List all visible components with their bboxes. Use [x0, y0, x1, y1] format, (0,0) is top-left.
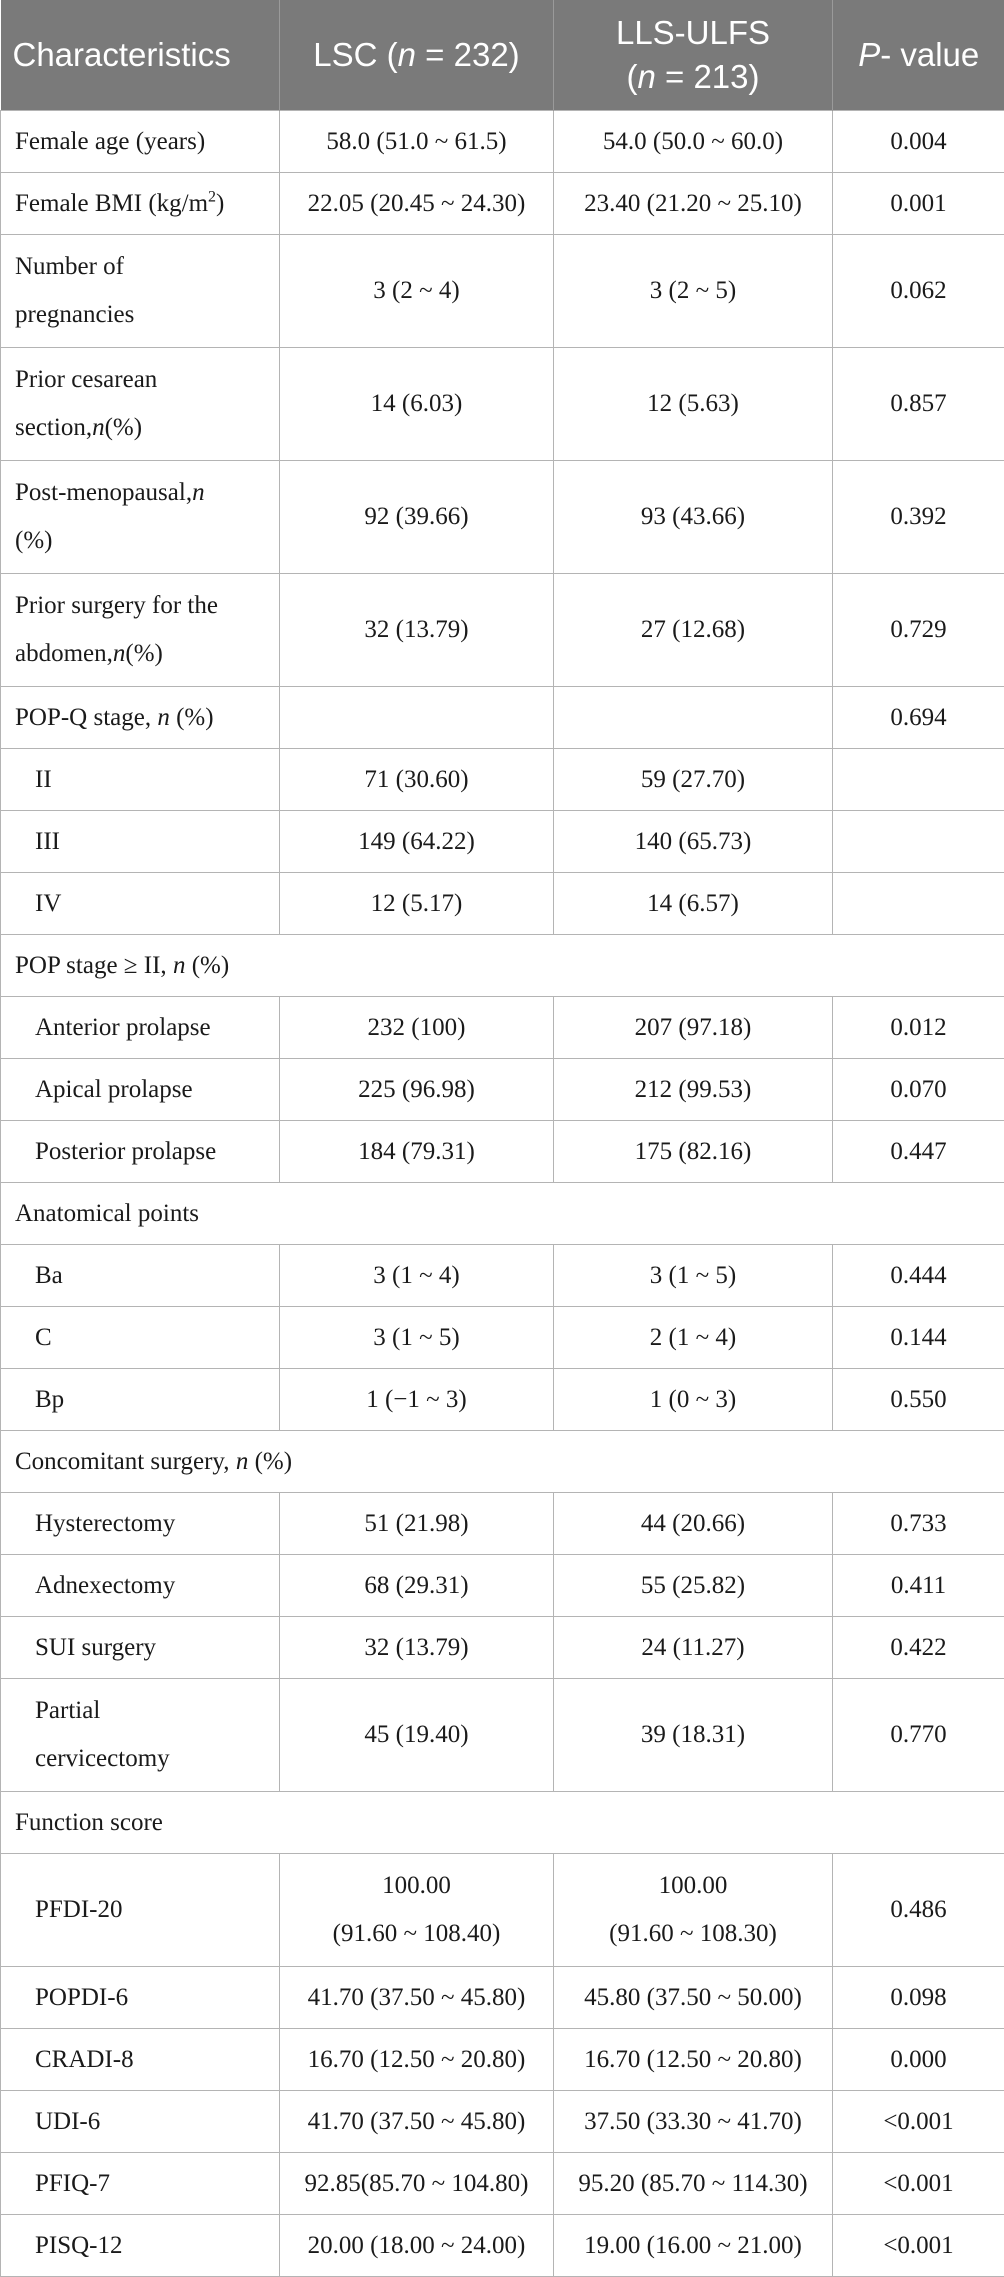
header-p-value: P- value — [833, 0, 1004, 111]
lsc-value: 20.00 (18.00 ~ 24.00) — [280, 2215, 554, 2277]
row-label: IV — [1, 873, 280, 935]
row-label: Female BMI $(kg/m^2)$ — [1, 173, 280, 235]
lsc-value: 41.70 (37.50 ~ 45.80) — [280, 2091, 554, 2153]
p-value: 0.392 — [833, 461, 1004, 574]
section-label: Anatomical points — [1, 1183, 1004, 1245]
table-row — [1, 749, 1004, 811]
table-row — [1, 811, 1004, 873]
header-row — [1, 0, 1004, 111]
llsulfs-value: 59 (27.70) — [554, 749, 833, 811]
table-row — [1, 873, 1004, 935]
row-label: Number of pregnancies — [1, 235, 280, 348]
llsulfs-value: 24 (11.27) — [554, 1617, 833, 1679]
lsc-value: 92.85(85.70 ~ 104.80) — [280, 2153, 554, 2215]
table-row — [1, 1555, 1004, 1617]
p-value: <0.001 — [833, 2153, 1004, 2215]
lsc-value: 184 (79.31) — [280, 1121, 554, 1183]
header-lsc: LSC (n = 232) — [280, 0, 554, 111]
llsulfs-value: 16.70 (12.50 ~ 20.80) — [554, 2029, 833, 2091]
llsulfs-value: 14 (6.57) — [554, 873, 833, 935]
row-label: Anterior prolapse — [1, 997, 280, 1059]
row-label: II — [1, 749, 280, 811]
lsc-value: 51 (21.98) — [280, 1493, 554, 1555]
table-row — [1, 2215, 1004, 2277]
p-value: 0.098 — [833, 1967, 1004, 2029]
row-label: Bp — [1, 1369, 280, 1431]
lsc-value: 68 (29.31) — [280, 1555, 554, 1617]
p-value: 0.411 — [833, 1555, 1004, 1617]
p-value: 0.070 — [833, 1059, 1004, 1121]
llsulfs-value: 54.0 (50.0 ~ 60.0) — [554, 111, 833, 173]
llsulfs-value: 3 (2 ~ 5) — [554, 235, 833, 348]
p-value: 0.144 — [833, 1307, 1004, 1369]
table-row — [1, 1245, 1004, 1307]
table-row — [1, 1679, 1004, 1792]
row-label: Prior cesarean section,n(%) — [1, 348, 280, 461]
table-row — [1, 1121, 1004, 1183]
row-label: C — [1, 1307, 280, 1369]
lsc-value: 232 (100) — [280, 997, 554, 1059]
section-row — [1, 1431, 1004, 1493]
p-value: 0.694 — [833, 687, 1004, 749]
row-label: SUI surgery — [1, 1617, 280, 1679]
llsulfs-value: 55 (25.82) — [554, 1555, 833, 1617]
llsulfs-value: 140 (65.73) — [554, 811, 833, 873]
p-value: 0.486 — [833, 1854, 1004, 1967]
row-label: Post-menopausal,n (%) — [1, 461, 280, 574]
p-value: 0.012 — [833, 997, 1004, 1059]
lsc-value: 14 (6.03) — [280, 348, 554, 461]
row-label: POP-Q stage, n (%) — [1, 687, 280, 749]
row-label: Female age (years) — [1, 111, 280, 173]
p-value: 0.550 — [833, 1369, 1004, 1431]
row-label: Posterior prolapse — [1, 1121, 280, 1183]
row-label: PFIQ-7 — [1, 2153, 280, 2215]
llsulfs-value: 19.00 (16.00 ~ 21.00) — [554, 2215, 833, 2277]
p-value: 0.000 — [833, 2029, 1004, 2091]
header-characteristics: Characteristics — [1, 0, 280, 111]
section-row — [1, 1183, 1004, 1245]
llsulfs-value: 93 (43.66) — [554, 461, 833, 574]
p-value: 0.062 — [833, 235, 1004, 348]
section-row — [1, 1792, 1004, 1854]
llsulfs-value: 23.40 (21.20 ~ 25.10) — [554, 173, 833, 235]
row-label: Ba — [1, 1245, 280, 1307]
table-row — [1, 1307, 1004, 1369]
table-row — [1, 1369, 1004, 1431]
row-label: Adnexectomy — [1, 1555, 280, 1617]
row-label: Prior surgery for the abdomen,n(%) — [1, 574, 280, 687]
table-row — [1, 1617, 1004, 1679]
table-row — [1, 1967, 1004, 2029]
row-label: III — [1, 811, 280, 873]
table-row — [1, 1493, 1004, 1555]
lsc-value — [280, 687, 554, 749]
lsc-value: 58.0 (51.0 ~ 61.5) — [280, 111, 554, 173]
lsc-value: 16.70 (12.50 ~ 20.80) — [280, 2029, 554, 2091]
lsc-value: 149 (64.22) — [280, 811, 554, 873]
table-row — [1, 1059, 1004, 1121]
p-value — [833, 873, 1004, 935]
table-row — [1, 574, 1004, 687]
table-row — [1, 997, 1004, 1059]
row-label: Partial cervicectomy — [1, 1679, 280, 1792]
llsulfs-value: 2 (1 ~ 4) — [554, 1307, 833, 1369]
section-label: POP stage ≥ II, n (%) — [1, 935, 1004, 997]
p-value: 0.444 — [833, 1245, 1004, 1307]
header-llsulfs: LLS-ULFS (n = 213) — [554, 0, 833, 111]
llsulfs-value: 212 (99.53) — [554, 1059, 833, 1121]
lsc-value: 3 (2 ~ 4) — [280, 235, 554, 348]
row-label: PISQ-12 — [1, 2215, 280, 2277]
row-label: PFDI-20 — [1, 1854, 280, 1967]
lsc-value: 12 (5.17) — [280, 873, 554, 935]
llsulfs-value: 27 (12.68) — [554, 574, 833, 687]
lsc-value: 92 (39.66) — [280, 461, 554, 574]
lsc-value: 71 (30.60) — [280, 749, 554, 811]
table-row — [1, 2153, 1004, 2215]
p-value: 0.422 — [833, 1617, 1004, 1679]
table-row — [1, 687, 1004, 749]
lsc-value: 41.70 (37.50 ~ 45.80) — [280, 1967, 554, 2029]
llsulfs-value: 39 (18.31) — [554, 1679, 833, 1792]
lsc-value: 100.00 (91.60 ~ 108.40) — [280, 1854, 554, 1967]
row-label: Apical prolapse — [1, 1059, 280, 1121]
section-label: Function score — [1, 1792, 1004, 1854]
p-value: <0.001 — [833, 2215, 1004, 2277]
section-row — [1, 935, 1004, 997]
llsulfs-value: 175 (82.16) — [554, 1121, 833, 1183]
table-row — [1, 461, 1004, 574]
lsc-value: 22.05 (20.45 ~ 24.30) — [280, 173, 554, 235]
row-label: POPDI-6 — [1, 1967, 280, 2029]
llsulfs-value — [554, 687, 833, 749]
llsulfs-value: 1 (0 ~ 3) — [554, 1369, 833, 1431]
p-value: 0.001 — [833, 173, 1004, 235]
table-row — [1, 348, 1004, 461]
p-value: 0.857 — [833, 348, 1004, 461]
row-label: UDI-6 — [1, 2091, 280, 2153]
lsc-value: 32 (13.79) — [280, 1617, 554, 1679]
p-value: 0.447 — [833, 1121, 1004, 1183]
llsulfs-value: 45.80 (37.50 ~ 50.00) — [554, 1967, 833, 2029]
lsc-value: 3 (1 ~ 4) — [280, 1245, 554, 1307]
p-value: <0.001 — [833, 2091, 1004, 2153]
table-row — [1, 111, 1004, 173]
llsulfs-value: 100.00 (91.60 ~ 108.30) — [554, 1854, 833, 1967]
llsulfs-value: 44 (20.66) — [554, 1493, 833, 1555]
lsc-value: 225 (96.98) — [280, 1059, 554, 1121]
lsc-value: 45 (19.40) — [280, 1679, 554, 1792]
table-row — [1, 2029, 1004, 2091]
p-value: 0.733 — [833, 1493, 1004, 1555]
p-value: 0.770 — [833, 1679, 1004, 1792]
lsc-value: 32 (13.79) — [280, 574, 554, 687]
llsulfs-value: 3 (1 ~ 5) — [554, 1245, 833, 1307]
section-label: Concomitant surgery, n (%) — [1, 1431, 1004, 1493]
llsulfs-value: 37.50 (33.30 ~ 41.70) — [554, 2091, 833, 2153]
row-label: CRADI-8 — [1, 2029, 280, 2091]
llsulfs-value: 12 (5.63) — [554, 348, 833, 461]
row-label: Hysterectomy — [1, 1493, 280, 1555]
table-row — [1, 2091, 1004, 2153]
p-value: 0.004 — [833, 111, 1004, 173]
p-value: 0.729 — [833, 574, 1004, 687]
p-value — [833, 749, 1004, 811]
table-row — [1, 235, 1004, 348]
table-row — [1, 1854, 1004, 1967]
llsulfs-value: 95.20 (85.70 ~ 114.30) — [554, 2153, 833, 2215]
p-value — [833, 811, 1004, 873]
lsc-value: 3 (1 ~ 5) — [280, 1307, 554, 1369]
lsc-value: 1 (−1 ~ 3) — [280, 1369, 554, 1431]
llsulfs-value: 207 (97.18) — [554, 997, 833, 1059]
table-row — [1, 173, 1004, 235]
